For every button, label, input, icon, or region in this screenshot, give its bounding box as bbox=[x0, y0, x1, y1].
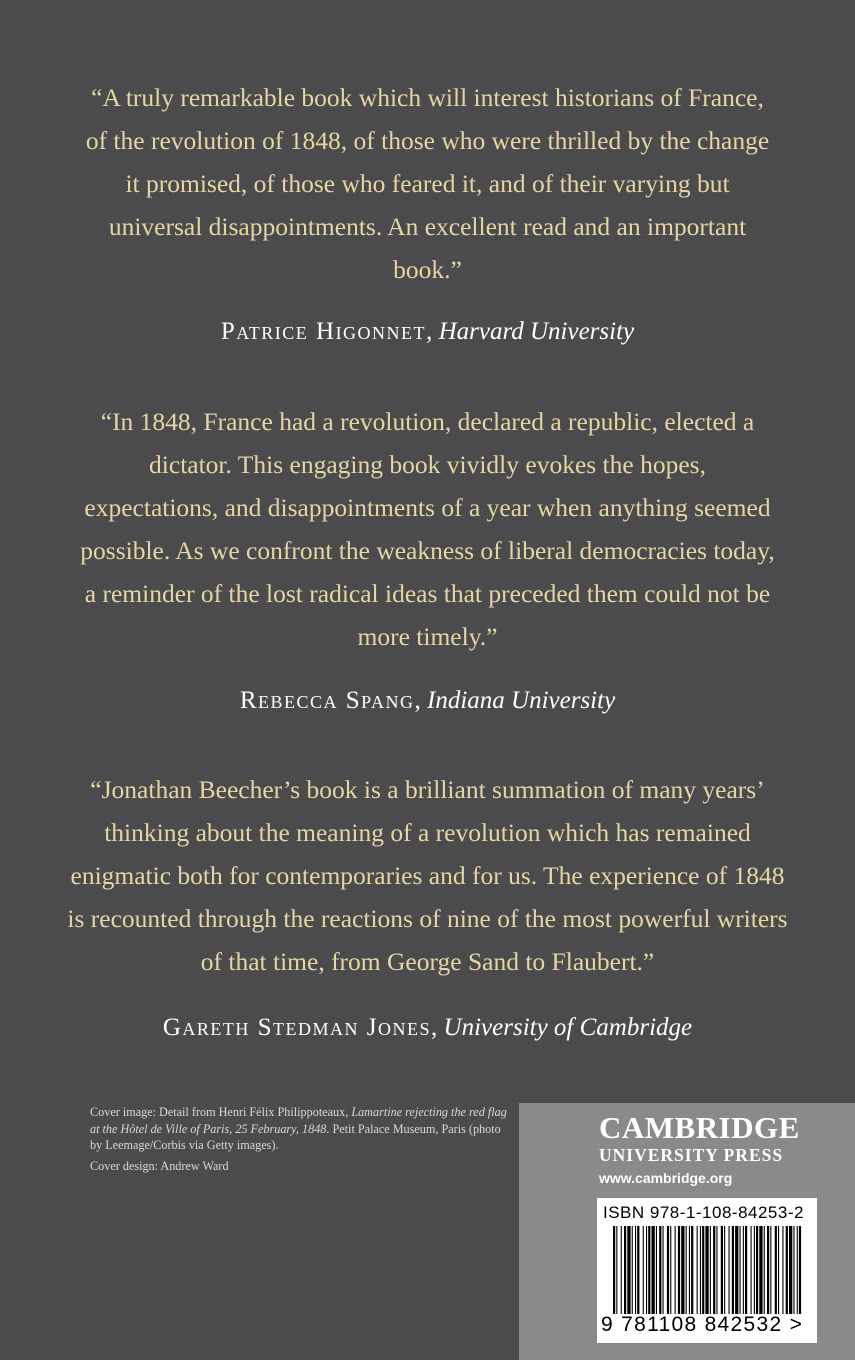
barcode-bar bbox=[751, 1226, 752, 1314]
barcode-bar bbox=[627, 1226, 630, 1314]
reviewer-name: Gareth Stedman Jones bbox=[162, 1014, 432, 1041]
barcode-bar bbox=[643, 1226, 644, 1314]
barcode-bar bbox=[613, 1226, 615, 1314]
review-quote-higonnet: “A truly remarkable book which will interest historians of France, of the revolution of 1848, of those who were thrilled by the change it promised, of those who feared it, and of their varying but universal disappointments. An excellent read and an important book.” bbox=[85, 83, 770, 284]
attribution-higonnet: Patrice Higonnet, Harvard University bbox=[220, 318, 635, 345]
barcode-bar bbox=[656, 1226, 657, 1314]
barcode-bar bbox=[732, 1226, 734, 1314]
barcode-bar bbox=[624, 1226, 626, 1314]
attribution-stedman-jones: Gareth Stedman Jones, University of Cambridge bbox=[162, 1014, 693, 1041]
isbn-label: ISBN 978-1-108-84253-2 bbox=[603, 1203, 804, 1222]
cover-image-credit: Cover image: Detail from Henri Félix Philippoteaux, Lamartine rejecting the red flag at the Hôtel de Ville of Paris, 25 February, 1848. Petit Palace Museum, Paris (photo by Leemage/Corbis via Getty images). bbox=[90, 1105, 507, 1152]
barcode-bar bbox=[799, 1226, 801, 1314]
barcode-bar bbox=[797, 1226, 798, 1314]
reviewer-name: Rebecca Spang bbox=[239, 687, 415, 714]
publisher-panel bbox=[519, 1103, 855, 1360]
barcode-bar bbox=[735, 1226, 738, 1314]
publisher-url: www.cambridge.org bbox=[599, 1170, 733, 1186]
barcode-bar bbox=[637, 1226, 639, 1314]
reviewer-name: Patrice Higonnet bbox=[220, 318, 427, 345]
publisher-subtitle: UNIVERSITY PRESS bbox=[599, 1145, 784, 1165]
barcode-bar bbox=[767, 1226, 769, 1314]
barcode-bar bbox=[756, 1226, 758, 1314]
publisher-logo: CAMBRIDGE bbox=[599, 1110, 800, 1145]
barcode-bar bbox=[793, 1226, 794, 1314]
barcode-bar bbox=[724, 1226, 725, 1314]
barcode-digits: 9 781108 842532 > bbox=[601, 1313, 804, 1336]
barcode-bar bbox=[775, 1226, 777, 1314]
barcode-bar bbox=[670, 1226, 671, 1314]
barcode-bar bbox=[632, 1226, 633, 1314]
barcode-bar bbox=[705, 1226, 708, 1314]
barcode-bar bbox=[729, 1226, 730, 1314]
barcode-bar bbox=[675, 1226, 676, 1314]
review-quote-spang: “In 1848, France had a revolution, declared a republic, elected a dictator. This engaging book vividly evokes the hopes, expectations, and disappointments of a year when anything seemed possible. As we confront the weakness of liberal democracies today, a reminder of the lost radical ideas that preceded them could not be more timely.” bbox=[80, 407, 775, 651]
barcode-bar bbox=[745, 1226, 747, 1314]
artwork-title: Lamartine rejecting the red flag at the Hôtel de Ville of Paris, 25 February, 1848 bbox=[90, 1105, 507, 1136]
barcode-bar bbox=[782, 1226, 783, 1314]
isbn-barcode bbox=[597, 1198, 817, 1343]
barcode-bar bbox=[678, 1226, 680, 1314]
barcode-bar bbox=[616, 1226, 617, 1314]
barcode-bar bbox=[689, 1226, 690, 1314]
barcode-bar bbox=[778, 1226, 779, 1314]
barcode-bar bbox=[702, 1226, 704, 1314]
reviewer-institution: University of Cambridge bbox=[443, 1014, 693, 1041]
barcode-bar bbox=[635, 1226, 636, 1314]
barcode-bar bbox=[700, 1226, 701, 1314]
barcode-bar bbox=[789, 1226, 792, 1314]
barcode-bar bbox=[652, 1226, 655, 1314]
barcode-bar bbox=[691, 1226, 693, 1314]
barcode-bar bbox=[740, 1226, 741, 1314]
barcode-bar bbox=[663, 1226, 664, 1314]
barcode-bar bbox=[646, 1226, 647, 1314]
barcode-bar bbox=[770, 1226, 771, 1314]
reviewer-institution: Harvard University bbox=[438, 318, 635, 345]
barcode-bar bbox=[697, 1226, 698, 1314]
barcode-bar bbox=[621, 1226, 622, 1314]
barcode-bar bbox=[648, 1226, 650, 1314]
barcode-bar bbox=[764, 1226, 765, 1314]
barcode-bar bbox=[659, 1226, 661, 1314]
barcode-bar bbox=[759, 1226, 762, 1314]
barcode-bar bbox=[667, 1226, 669, 1314]
barcode-bar bbox=[713, 1226, 715, 1314]
barcode-bar bbox=[754, 1226, 755, 1314]
barcode-bar bbox=[716, 1226, 717, 1314]
barcode-bar bbox=[721, 1226, 723, 1314]
cover-design-credit: Cover design: Andrew Ward bbox=[90, 1158, 229, 1173]
reviewer-institution: Indiana University bbox=[427, 687, 616, 714]
cover-credits bbox=[90, 1104, 515, 1178]
barcode-bar bbox=[710, 1226, 711, 1314]
barcode-bar bbox=[686, 1226, 687, 1314]
review-quote-stedman-jones: “Jonathan Beecher’s book is a brilliant summation of many years’ thinking about the meaning of a revolution which has remained enigmatic both for contemporaries and for us. The experience of 1848 is recounted through the reactions of nine of the most powerful writers of that time, from George Sand to Flaubert.” bbox=[67, 775, 788, 976]
barcode-bars bbox=[613, 1226, 803, 1314]
barcode-bar bbox=[786, 1226, 788, 1314]
barcode-bar bbox=[681, 1226, 684, 1314]
attribution-spang: Rebecca Spang, Indiana University bbox=[239, 687, 616, 714]
barcode-bar bbox=[743, 1226, 744, 1314]
